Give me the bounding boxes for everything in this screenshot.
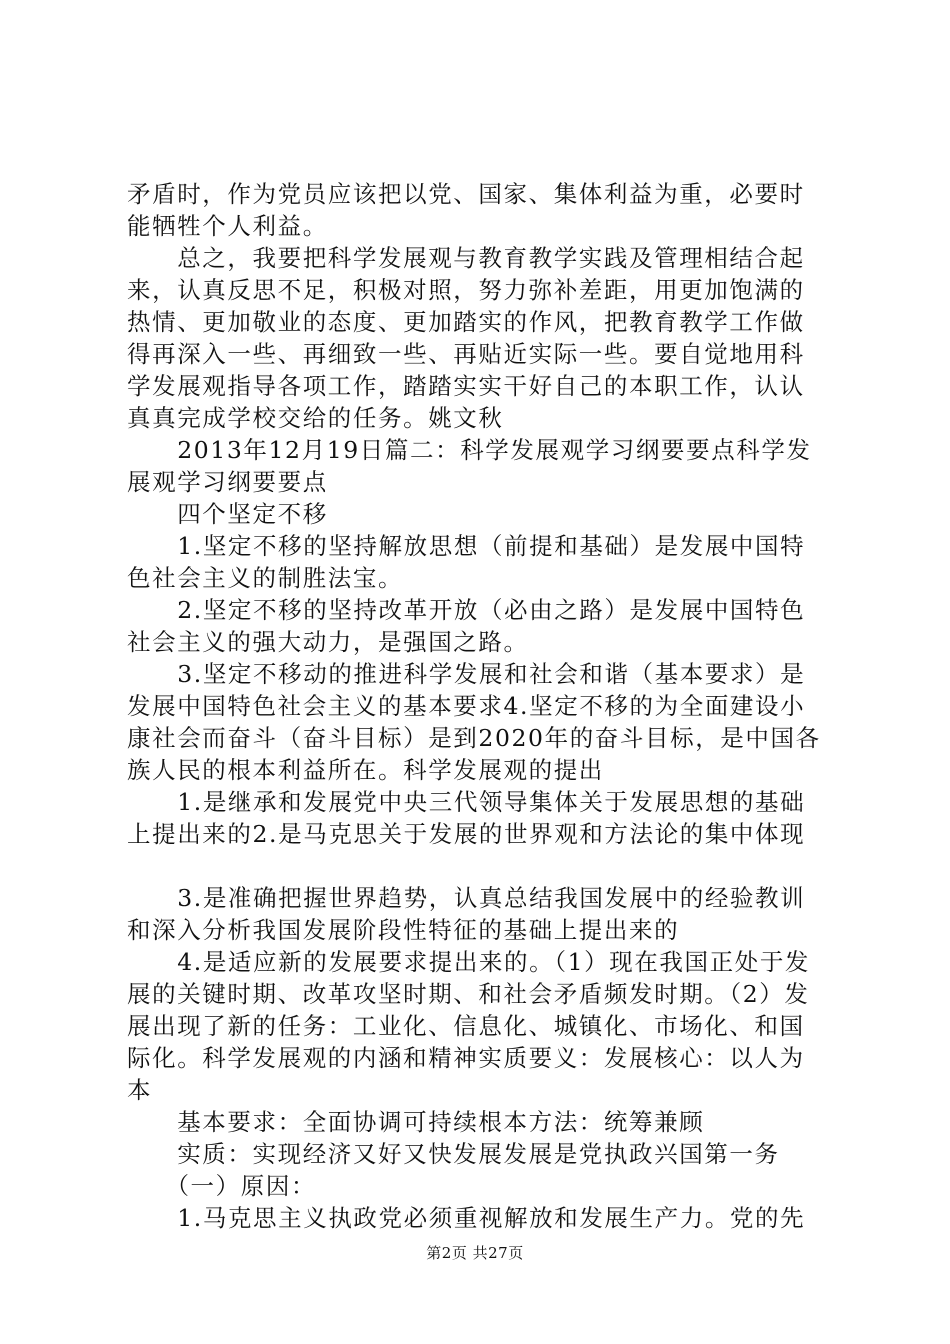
text-line: 总之，我要把科学发展观与教育教学实践及管理相结合起 xyxy=(127,244,805,272)
text-line: 和深入分析我国发展阶段性特征的基础上提出来的 xyxy=(127,916,680,944)
text-line: 际化。科学发展观的内涵和精神实质要义：发展核心：以人为 xyxy=(127,1044,805,1072)
text-line: 1.是继承和发展党中央三代领导集体关于发展思想的基础 xyxy=(127,788,806,816)
text-line: 3.坚定不移动的推进科学发展和社会和谐（基本要求）是 xyxy=(127,660,806,688)
text-line: 得再深入一些、再细致一些、再贴近实际一些。要自觉地用科 xyxy=(127,340,805,368)
text-line: 2013年12月19日篇二：科学发展观学习纲要要点科学发 xyxy=(127,436,812,464)
text-line: 2.坚定不移的坚持改革开放（必由之路）是发展中国特色 xyxy=(127,596,806,624)
text-line: 能牺牲个人利益。 xyxy=(127,212,328,240)
text-line: 四个坚定不移 xyxy=(127,500,328,528)
text-line: 热情、更加敬业的态度、更加踏实的作风，把教育教学工作做 xyxy=(127,308,805,336)
text-line: 康社会而奋斗（奋斗目标）是到2020年的奋斗目标，是中国各 xyxy=(127,724,821,752)
text-line: 3.是准确把握世界趋势，认真总结我国发展中的经验教训 xyxy=(127,884,806,912)
text-line: 矛盾时，作为党员应该把以党、国家、集体利益为重，必要时 xyxy=(127,180,805,208)
text-line: 色社会主义的制胜法宝。 xyxy=(127,564,404,592)
text-line: 社会主义的强大动力，是强国之路。 xyxy=(127,628,529,656)
text-line: 4.是适应新的发展要求提出来的。（1）现在我国正处于发 xyxy=(127,948,811,976)
text-line: 真真完成学校交给的任务。姚文秋 xyxy=(127,404,504,432)
text-line: 实质：实现经济又好又快发展发展是党执政兴国第一务 xyxy=(127,1140,780,1168)
text-line: 基本要求：全面协调可持续根本方法：统筹兼顾 xyxy=(127,1108,705,1136)
text-line: 1.坚定不移的坚持解放思想（前提和基础）是发展中国特 xyxy=(127,532,806,560)
page-number-footer: 第2页 共27页 xyxy=(426,1244,524,1262)
text-line: 族人民的根本利益所在。科学发展观的提出 xyxy=(127,756,604,784)
text-line: 来，认真反思不足，积极对照，努力弥补差距，用更加饱满的 xyxy=(127,276,805,304)
text-line: 展观学习纲要要点 xyxy=(127,468,328,496)
text-line: 上提出来的2.是马克思关于发展的世界观和方法论的集中体现 xyxy=(127,820,806,848)
text-line: （一）原因： xyxy=(127,1172,317,1200)
text-line: 学发展观指导各项工作，踏踏实实干好自己的本职工作，认认 xyxy=(127,372,805,400)
text-line: 本 xyxy=(127,1076,153,1104)
text-line: 展的关键时期、改革攻坚时期、和社会矛盾频发时期。（2）发 xyxy=(127,980,810,1008)
text-line: 1.马克思主义执政党必须重视解放和发展生产力。党的先 xyxy=(127,1204,806,1232)
text-line: 发展中国特色社会主义的基本要求4.坚定不移的为全面建设小 xyxy=(127,692,806,720)
text-line: 展出现了新的任务：工业化、信息化、城镇化、市场化、和国 xyxy=(127,1012,805,1040)
